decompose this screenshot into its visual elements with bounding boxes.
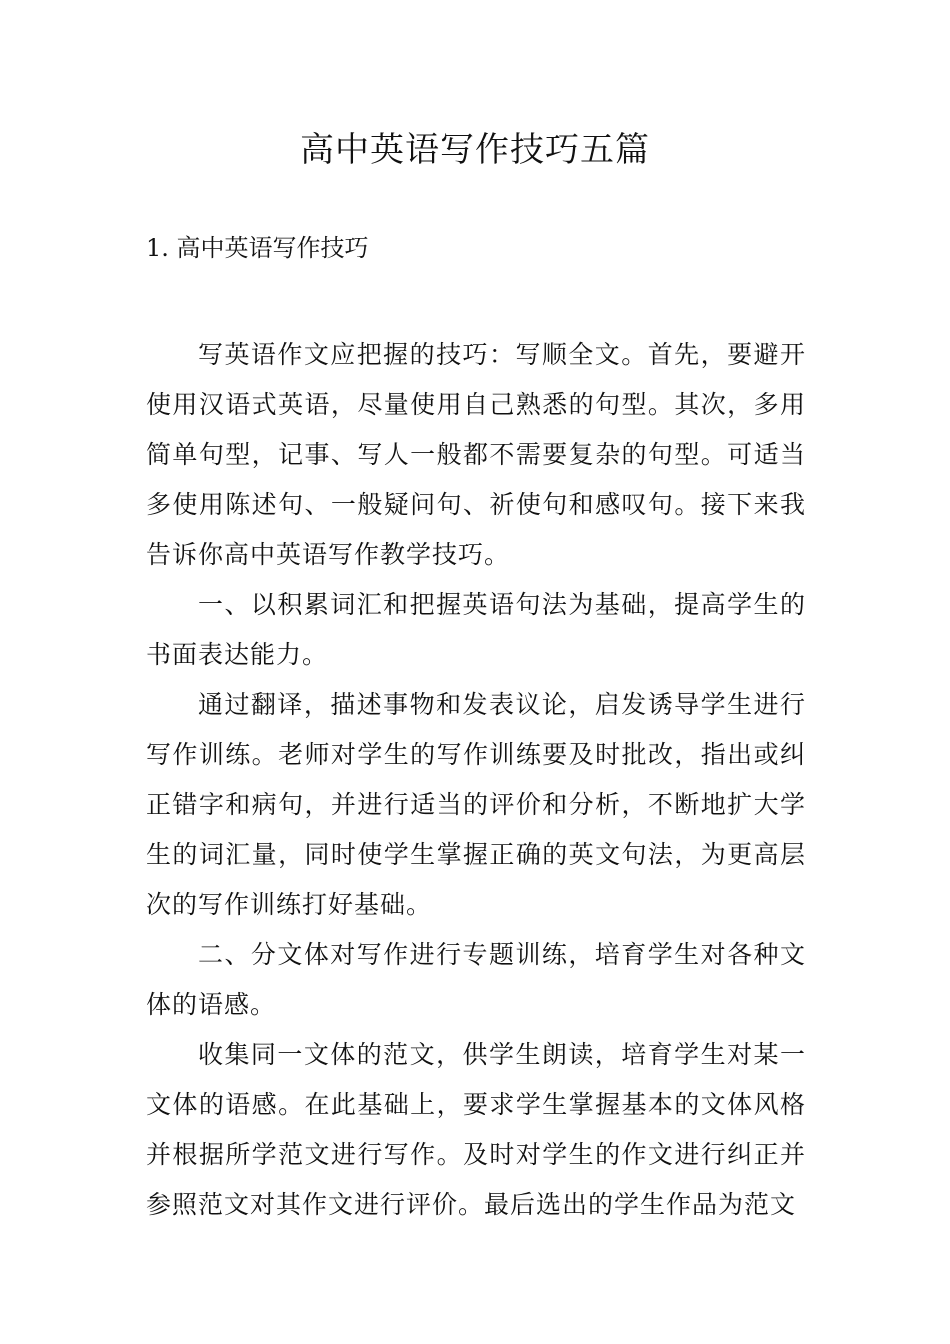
paragraph-point-one: 一、以积累词汇和把握英语句法为基础，提高学生的书面表达能力。 xyxy=(146,590,806,669)
paragraph-point-two: 二、分文体对写作进行专题训练，培育学生对各种文体的语感。 xyxy=(146,940,806,1019)
paragraph-point-two-detail: 收集同一文体的范文，供学生朗读，培育学生对某一文体的语感。在此基础上，要求学生掌握基本的文体风格并根据所学范文进行写作。及时对学生的作文进行纠正并参照范文对其作文进行评价。最后选出的学生作品为范文 xyxy=(146,1040,806,1219)
document-title: 高中英语写作技巧五篇 xyxy=(300,130,650,170)
section-heading: 1. 高中英语写作技巧 xyxy=(146,234,369,262)
document-body xyxy=(146,330,806,1230)
paragraph-point-one-detail: 通过翻译，描述事物和发表议论，启发诱导学生进行写作训练。老师对学生的写作训练要及时批改，指出或纠正错字和病句，并进行适当的评价和分析，不断地扩大学生的词汇量，同时使学生掌握正确的英文句法，为更高层次的写作训练打好基础。 xyxy=(146,690,806,919)
paragraph-intro: 写英语作文应把握的技巧：写顺全文。首先，要避开使用汉语式英语，尽量使用自己熟悉的句型。其次，多用简单句型，记事、写人一般都不需要复杂的句型。可适当多使用陈述句、一般疑问句、祈使句和感叹句。接下来我告诉你高中英语写作教学技巧。 xyxy=(146,340,806,569)
